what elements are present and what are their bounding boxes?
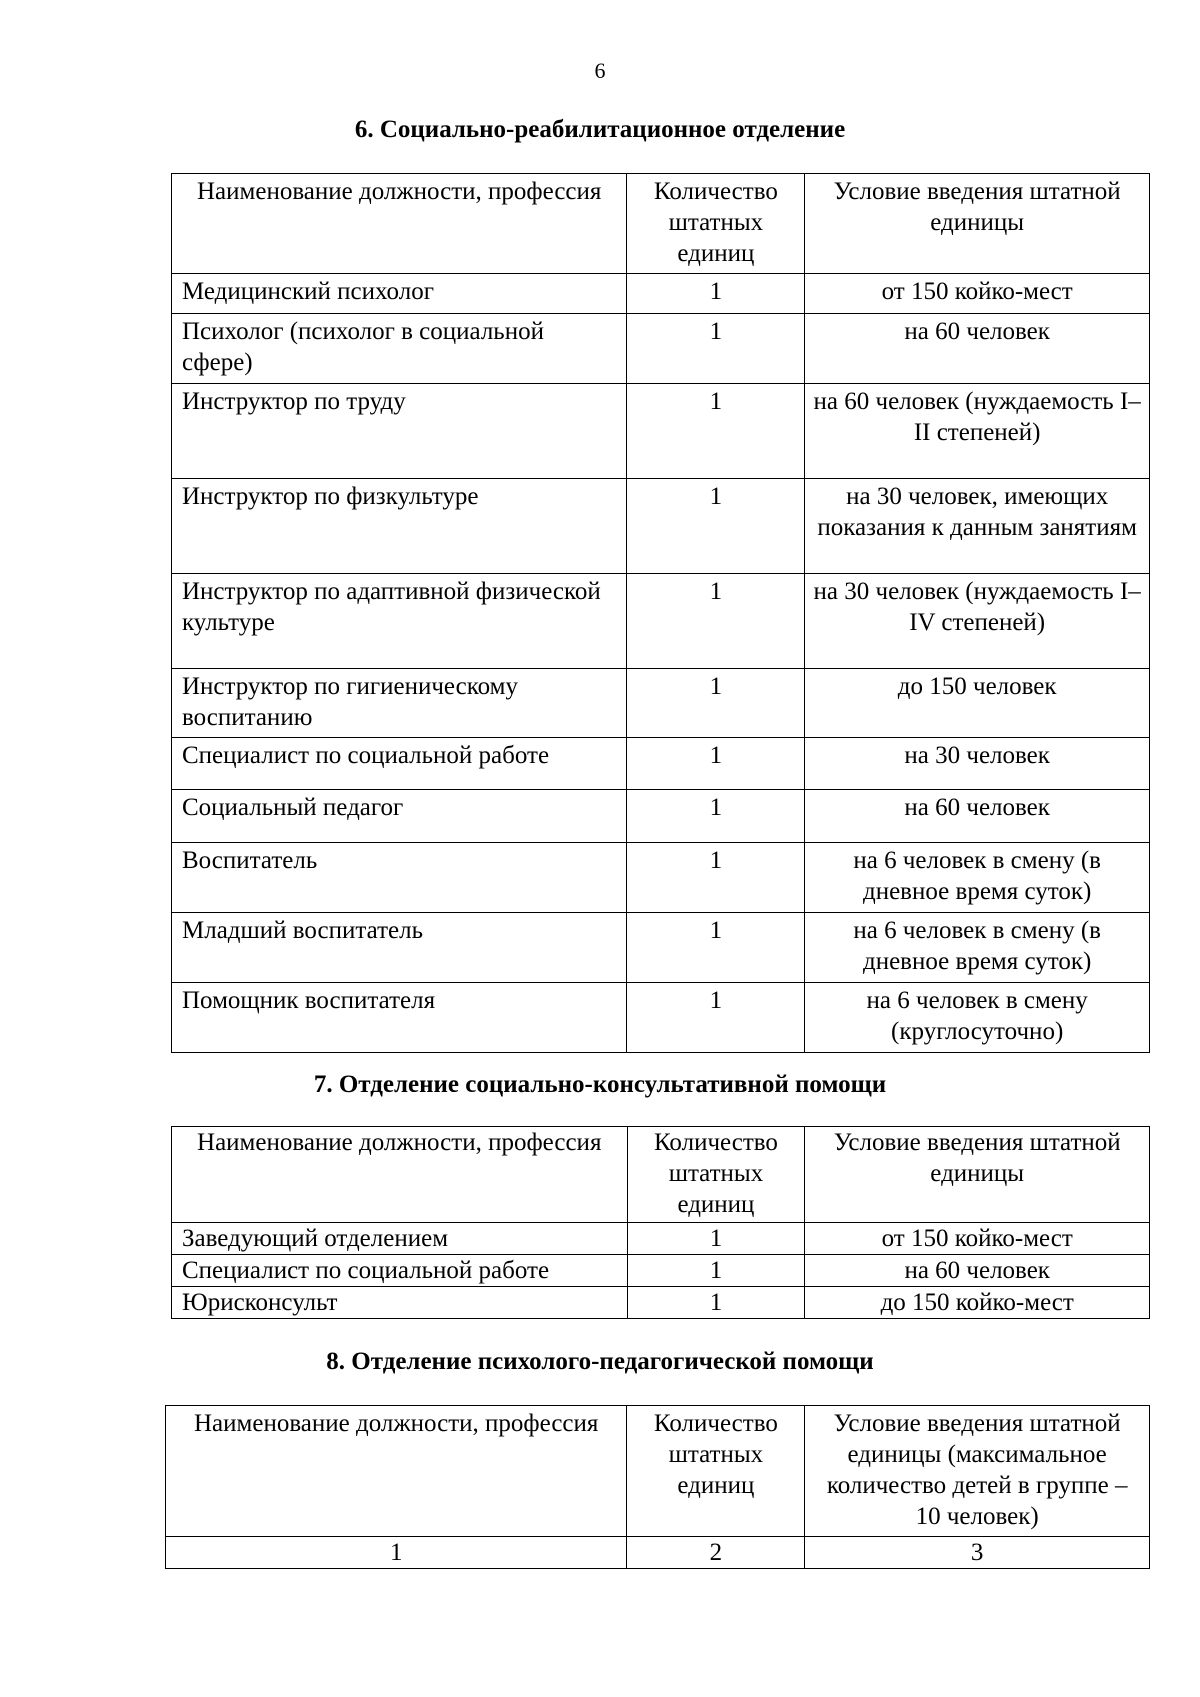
- table-header-row: [172, 1127, 1150, 1223]
- table-row: [172, 738, 1150, 790]
- cell-count: 1: [627, 1287, 805, 1319]
- table-section-7: [171, 1126, 1150, 1319]
- cell-position: Инструктор по труду: [172, 384, 627, 479]
- table-row: [172, 843, 1150, 913]
- cell-condition: до 150 койко-мест: [805, 1287, 1150, 1319]
- header-position: Наименование должности, профессия: [172, 174, 627, 274]
- cell-position: Специалист по социальной работе: [172, 1255, 628, 1287]
- cell-count: 1: [627, 913, 805, 983]
- cell-count: 1: [627, 574, 805, 669]
- cell-count: 1: [627, 669, 805, 738]
- column-number-row: [166, 1537, 1150, 1569]
- cell-count: 1: [627, 983, 805, 1053]
- table-row: [172, 314, 1150, 384]
- table-row: [172, 913, 1150, 983]
- cell-count: 1: [627, 314, 805, 384]
- cell-count: 1: [627, 479, 805, 574]
- table-header-row: [166, 1406, 1150, 1537]
- table-row: [172, 1255, 1150, 1287]
- section-title-8: 8. Отделение психолого-педагогической помощи: [326, 1348, 874, 1375]
- header-condition: Условие введения штатной единицы: [805, 174, 1150, 274]
- cell-condition: на 6 человек в смену (в дневное время суток): [805, 843, 1150, 913]
- cell-position: Психолог (психолог в социальной сфере): [172, 314, 627, 384]
- cell-condition: от 150 койко-мест: [805, 1223, 1150, 1255]
- cell-count: 1: [627, 1255, 805, 1287]
- cell-count: 1: [627, 843, 805, 913]
- table-row: [172, 669, 1150, 738]
- table-section-8: [165, 1405, 1150, 1569]
- header-count: Количество штатных единиц: [627, 1406, 805, 1537]
- cell-condition: на 60 человек: [805, 314, 1150, 384]
- table-row: [172, 1287, 1150, 1319]
- cell-condition: на 60 человек (нуждаемость I–II степеней): [805, 384, 1150, 479]
- table-row: [172, 790, 1150, 843]
- cell-condition: от 150 койко-мест: [805, 274, 1150, 314]
- cell-count: 1: [627, 1223, 805, 1255]
- cell-count: 1: [627, 790, 805, 843]
- cell-count: 1: [627, 384, 805, 479]
- header-position: Наименование должности, профессия: [172, 1127, 628, 1223]
- cell-condition: на 60 человек: [805, 1255, 1150, 1287]
- table-row: [172, 384, 1150, 479]
- cell-condition: на 30 человек (нуждаемость I–IV степеней): [805, 574, 1150, 669]
- cell-position: Помощник воспитателя: [172, 983, 627, 1053]
- cell-condition: на 30 человек: [805, 738, 1150, 790]
- table-row: [172, 1223, 1150, 1255]
- header-count: Количество штатных единиц: [627, 1127, 805, 1223]
- cell-position: Медицинский психолог: [172, 274, 627, 314]
- cell-position: Инструктор по физкультуре: [172, 479, 627, 574]
- section-title-7: 7. Отделение социально-консультативной помощи: [313, 1071, 887, 1098]
- header-position: Наименование должности, профессия: [166, 1406, 627, 1537]
- column-number-2: 2: [627, 1537, 805, 1569]
- header-count: Количество штатных единиц: [627, 174, 805, 274]
- column-number-3: 3: [805, 1537, 1150, 1569]
- cell-condition: на 60 человек: [805, 790, 1150, 843]
- cell-position: Юрисконсульт: [172, 1287, 628, 1319]
- page-number: 6: [594, 58, 606, 83]
- cell-position: Социальный педагог: [172, 790, 627, 843]
- cell-position: Воспитатель: [172, 843, 627, 913]
- header-condition: Условие введения штатной единицы (максимальное количество детей в группе – 10 человек): [805, 1406, 1150, 1537]
- table-row: [172, 479, 1150, 574]
- table-row: [172, 574, 1150, 669]
- cell-count: 1: [627, 738, 805, 790]
- cell-position: Специалист по социальной работе: [172, 738, 627, 790]
- table-row: [172, 274, 1150, 314]
- cell-condition: до 150 человек: [805, 669, 1150, 738]
- section-title-6: 6. Социально-реабилитационное отделение: [354, 116, 846, 143]
- table-section-6: [171, 173, 1150, 1053]
- cell-position: Заведующий отделением: [172, 1223, 628, 1255]
- table-header-row: [172, 174, 1150, 274]
- table-row: [172, 983, 1150, 1053]
- cell-position: Младший воспитатель: [172, 913, 627, 983]
- header-condition: Условие введения штатной единицы: [805, 1127, 1150, 1223]
- cell-position: Инструктор по гигиеническому воспитанию: [172, 669, 627, 738]
- cell-count: 1: [627, 274, 805, 314]
- column-number-1: 1: [166, 1537, 627, 1569]
- cell-condition: на 6 человек в смену (в дневное время суток): [805, 913, 1150, 983]
- cell-condition: на 6 человек в смену (круглосуточно): [805, 983, 1150, 1053]
- cell-position: Инструктор по адаптивной физической культуре: [172, 574, 627, 669]
- cell-condition: на 30 человек, имеющих показания к данным занятиям: [805, 479, 1150, 574]
